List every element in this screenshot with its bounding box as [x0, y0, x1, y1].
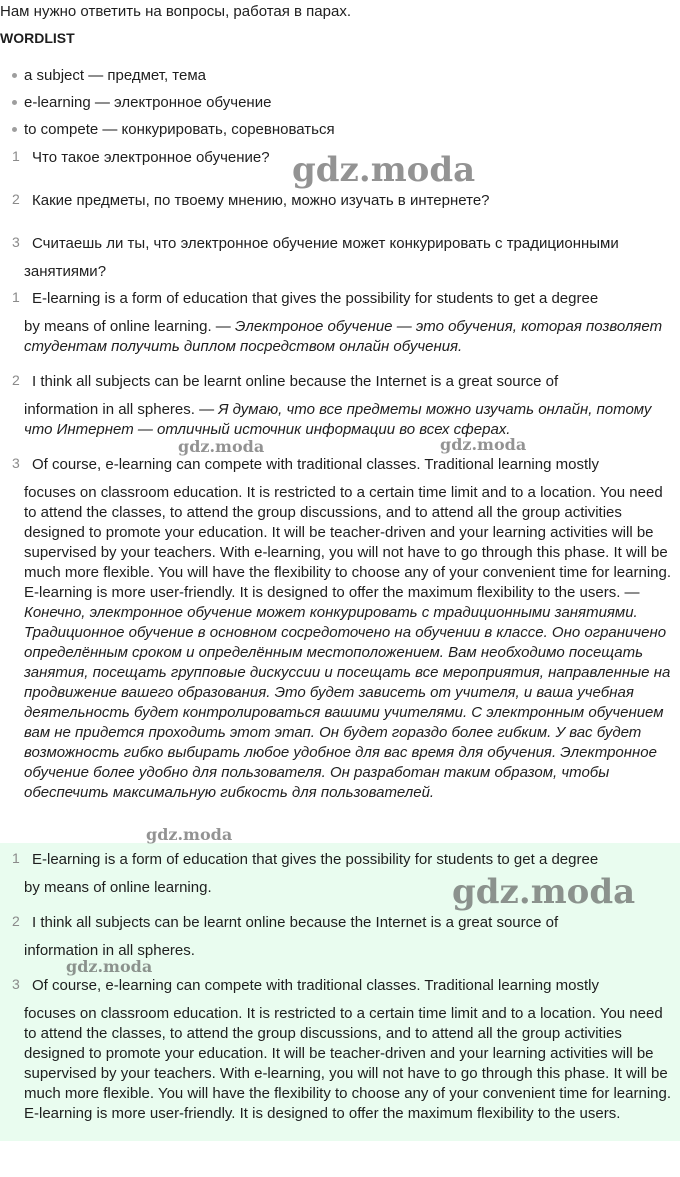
answer-number: 3 — [12, 976, 20, 992]
watermark: gdz.moda — [178, 437, 265, 456]
list-item: to compete — конкурировать, соревноваться — [12, 120, 672, 147]
answer-text: Of course, e-learning can compete with traditional classes. Traditional learning mostly — [32, 977, 599, 994]
watermark: gdz.moda — [292, 150, 476, 190]
answer-text-continued: focuses on classroom education. It is restricted to a certain time limit and to a location. You need to attend the classes, to attend the group discussions, and to attend all the group activities designed to promote your education. It will be teacher-driven and your learning activities will be supervised by your teachers. With e-learning, you will not have to go through this phase. It will be much more flexible. You will have the flexibility to choose any of your convenient time for learning. E-learning is more user-friendly. It is designed to offer the maximum flexibility to the users. — [24, 1005, 672, 1122]
question-text: Какие предметы, по твоему мнению, можно изучать в интернете? — [32, 192, 490, 209]
answer-translation: Конечно, электронное обучение может конкурировать с традиционными занятиями. Традиционное обучение в основном сосредоточено на обучении в классе. Оно ограничено определённым сроком и определённым местоположением. Вам необходимо посещать занятия, посещать групповые дискуссии и посещать все мероприятия, направленные на продвижение вашего образования. Это будет зависеть от учителя, и ваша учебная деятельность будет контролироваться вашими учителями. С электронным обучением вам не придется проходить этот этап. Он будет гораздо более гибким. У вас будет возможность гибко выбирать любое удобное для вас время для обучения. Электронное обучение более удобно для пользователя. Он разработан таким образом, чтобы обеспечить максимальную гибкость для пользователей. — [24, 604, 671, 801]
question-text: Считаешь ли ты, что электронное обучение может конкурировать с традиционными — [32, 235, 619, 252]
answer-text-continued: focuses on classroom education. It is restricted to a certain time limit and to a location. You need to attend the classes, to attend the group discussions, and to attend all the group activities designed to promote your education. It will be teacher-driven and your learning activities will be supervised by your teachers. With e-learning, you will not have to go through this phase. It will be much more flexible. You will have the flexibility to choose any of your convenient time for learning. E-learning is more user-friendly. It is designed to offer the maximum flexibility to the users. — Конечно, электронное обучение может конкурировать с традиционными занятиями. Традиционное обучение в основном сосредоточено на обучении в классе. Оно ограничено определённым сроком и определённым местоположением. Вам необходимо посещать занятия, посещать групповые дискуссии и посещать все мероприятия, направленные на продвижение вашего образования. Это будет зависеть от учителя, и ваша учебная деятельность будет контролироваться вашими учителями. С электронным обучением вам не придется проходить этот этап. Он будет гораздо более гибким. У вас будет возможность гибко выбирать любое удобное для вас время для обучения. Электронное обучение более удобно для пользователя. Он разработан таким образом, чтобы обеспечить максимальную гибкость для пользователей. — [24, 484, 672, 801]
bullet-icon — [12, 73, 17, 78]
watermark: gdz.moda — [440, 435, 527, 454]
bullet-icon — [12, 100, 17, 105]
question-number: 1 — [12, 148, 20, 164]
answer-translation: Электроное обучение — это обучения, которая позволяет студентам получить диплом посредством онлайн обучения. — [24, 318, 663, 355]
bullet-icon — [12, 127, 17, 132]
answer-text-continued: by means of online learning. — Электроное обучение — это обучения, которая позволяет студентам получить диплом посредством онлайн обучения. — [24, 318, 663, 355]
wordlist — [12, 66, 672, 147]
answer-number: 2 — [12, 913, 20, 929]
answer-number: 3 — [12, 455, 20, 471]
question-text-continued: занятиями? — [24, 263, 107, 280]
intro-text: Нам нужно ответить на вопросы, работая в парах. — [0, 3, 351, 20]
answer-number: 1 — [12, 850, 20, 866]
answer-text-continued: information in all spheres. — Я думаю, что все предметы можно изучать онлайн, потому что Интернет — отличный источник информации во всех сферах. — [24, 401, 652, 438]
answer-number: 1 — [12, 289, 20, 305]
answer-text: Of course, e-learning can compete with traditional classes. Traditional learning mostly — [32, 456, 599, 473]
answer-text-continued: by means of online learning. — [24, 879, 212, 896]
watermark: gdz.moda — [146, 825, 233, 844]
answer-text-continued: information in all spheres. — [24, 942, 195, 959]
list-item: e-learning — электронное обучение — [12, 93, 672, 120]
wordlist-title: WORDLIST — [0, 30, 75, 46]
question-text: Что такое электронное обучение? — [32, 149, 270, 166]
question-number: 2 — [12, 191, 20, 207]
answer-text: I think all subjects can be learnt online because the Internet is a great source of — [32, 373, 559, 390]
answer-translation: Я думаю, что все предметы можно изучать онлайн, потому что Интернет — отличный источник информации во всех сферах. — [24, 401, 652, 438]
answer-text: E-learning is a form of education that gives the possibility for students to get a degree — [32, 290, 599, 307]
answer-number: 2 — [12, 372, 20, 388]
watermark: gdz.moda — [452, 872, 636, 912]
question-number: 3 — [12, 234, 20, 250]
list-item: a subject — предмет, тема — [12, 66, 672, 93]
watermark: gdz.moda — [66, 957, 153, 976]
answer-text: E-learning is a form of education that gives the possibility for students to get a degree — [32, 851, 599, 868]
answer-text: I think all subjects can be learnt online because the Internet is a great source of — [32, 914, 559, 931]
